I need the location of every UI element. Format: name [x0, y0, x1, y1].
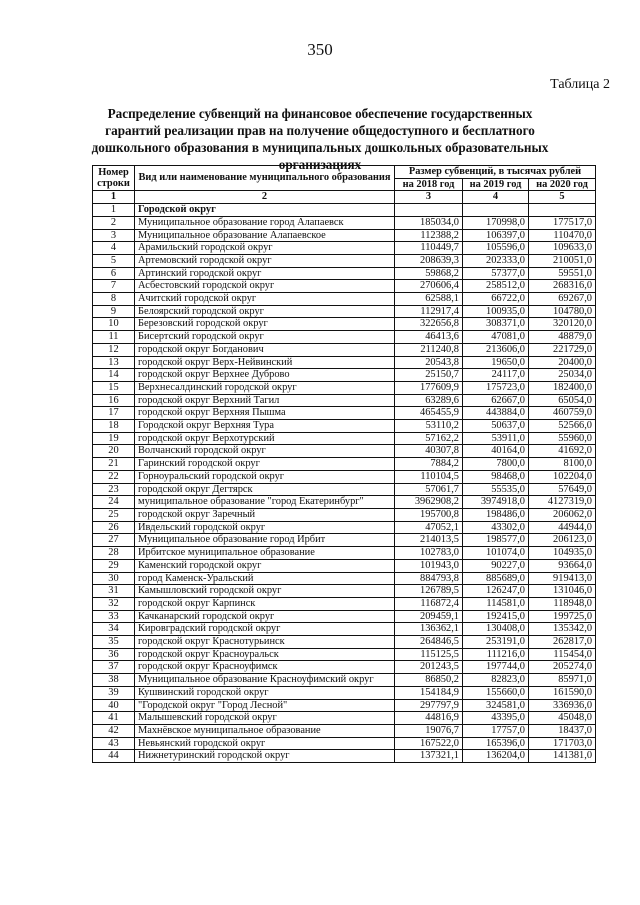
value-2019-cell: 55535,0 [463, 483, 529, 496]
value-2019-cell: 47081,0 [463, 331, 529, 344]
municipality-name-cell: "Городской округ "Город Лесной" [135, 699, 395, 712]
value-2018-cell: 3962908,2 [395, 496, 463, 509]
value-2019-cell: 114581,0 [463, 597, 529, 610]
value-2020-cell: 52566,0 [529, 420, 596, 433]
table-row [93, 216, 596, 229]
value-2020-cell: 262817,0 [529, 636, 596, 649]
value-2018-cell: 126789,5 [395, 585, 463, 598]
municipality-name-cell: городской округ Верх-Нейвинский [135, 356, 395, 369]
value-2018-cell: 297797,9 [395, 699, 463, 712]
value-2018-cell: 465455,9 [395, 407, 463, 420]
value-2018-cell: 112388,2 [395, 229, 463, 242]
value-2018-cell: 46413,6 [395, 331, 463, 344]
value-2019-cell: 175723,0 [463, 381, 529, 394]
municipality-name-cell: городской округ Дегтярск [135, 483, 395, 496]
header-row-number: Номер строки [93, 166, 135, 191]
value-2020-cell: 131046,0 [529, 585, 596, 598]
municipality-name-cell: Асбестовский городской округ [135, 280, 395, 293]
value-2018-cell: 322656,8 [395, 318, 463, 331]
value-2018-cell: 185034,0 [395, 216, 463, 229]
municipality-name-cell: Камышловский городской округ [135, 585, 395, 598]
table-row [93, 572, 596, 585]
value-2020-cell: 104780,0 [529, 305, 596, 318]
municipality-name-cell: городской округ Верхняя Пышма [135, 407, 395, 420]
table-row [93, 267, 596, 280]
value-2019-cell: 308371,0 [463, 318, 529, 331]
value-2019-cell: 106397,0 [463, 229, 529, 242]
header-amount: Размер субвенций, в тысячах рублей [395, 166, 596, 179]
value-2020-cell: 102204,0 [529, 470, 596, 483]
municipality-name-cell: Горноуральский городской округ [135, 470, 395, 483]
value-2018-cell: 137321,1 [395, 750, 463, 763]
municipality-name-cell: Махнёвское муниципальное образование [135, 724, 395, 737]
value-2018-cell: 112917,4 [395, 305, 463, 318]
municipality-name-cell: Муниципальное образование город Алапаевск [135, 216, 395, 229]
value-2020-cell: 171703,0 [529, 737, 596, 750]
municipality-name-cell: Городской округ [135, 204, 395, 217]
value-2018-cell: 47052,1 [395, 521, 463, 534]
value-2018-cell: 110449,7 [395, 242, 463, 255]
table-row [93, 521, 596, 534]
value-2019-cell: 105596,0 [463, 242, 529, 255]
municipality-name-cell: Качканарский городской округ [135, 610, 395, 623]
table-row [93, 737, 596, 750]
value-2018-cell: 167522,0 [395, 737, 463, 750]
value-2019-cell: 198486,0 [463, 508, 529, 521]
row-number-cell: 35 [93, 636, 135, 649]
municipality-name-cell: Кушвинский городской округ [135, 686, 395, 699]
municipality-name-cell: Нижнетуринский городской округ [135, 750, 395, 763]
table-row [93, 636, 596, 649]
value-2018-cell: 62588,1 [395, 293, 463, 306]
table-row [93, 356, 596, 369]
table-row [93, 674, 596, 687]
value-2018-cell: 208639,3 [395, 254, 463, 267]
value-2019-cell: 126247,0 [463, 585, 529, 598]
table-row [93, 534, 596, 547]
row-number-cell: 1 [93, 204, 135, 217]
municipality-name-cell: Артинский городской округ [135, 267, 395, 280]
value-2019-cell: 324581,0 [463, 699, 529, 712]
municipality-name-cell: городской округ Верхний Тагил [135, 394, 395, 407]
value-2018-cell: 214013,5 [395, 534, 463, 547]
value-2019-cell: 43302,0 [463, 521, 529, 534]
municipality-name-cell: муниципальное образование "город Екатеринбург" [135, 496, 395, 509]
table-row [93, 610, 596, 623]
row-number-cell: 25 [93, 508, 135, 521]
row-number-cell: 20 [93, 445, 135, 458]
table-label: Таблица 2 [550, 77, 610, 92]
value-2019-cell: 111216,0 [463, 648, 529, 661]
row-number-cell: 30 [93, 572, 135, 585]
value-2020-cell: 85971,0 [529, 674, 596, 687]
municipality-name-cell: городской округ Краснотурьинск [135, 636, 395, 649]
value-2018-cell: 116872,4 [395, 597, 463, 610]
value-2019-cell [463, 204, 529, 217]
value-2020-cell: 118948,0 [529, 597, 596, 610]
header-year-2018: на 2018 год [395, 178, 463, 191]
value-2019-cell: 253191,0 [463, 636, 529, 649]
header-index-5: 5 [529, 191, 596, 204]
municipality-name-cell: городской округ Верхнее Дуброво [135, 369, 395, 382]
municipality-name-cell: Бисертский городской округ [135, 331, 395, 344]
row-number-cell: 36 [93, 648, 135, 661]
value-2018-cell: 57162,2 [395, 432, 463, 445]
row-number-cell: 10 [93, 318, 135, 331]
value-2018-cell: 53110,2 [395, 420, 463, 433]
value-2020-cell: 55960,0 [529, 432, 596, 445]
value-2020-cell: 65054,0 [529, 394, 596, 407]
value-2020-cell: 45048,0 [529, 712, 596, 725]
value-2019-cell: 90227,0 [463, 559, 529, 572]
table-row [93, 204, 596, 217]
municipality-name-cell: Муниципальное образование Красноуфимский округ [135, 674, 395, 687]
table-row [93, 508, 596, 521]
value-2020-cell: 44944,0 [529, 521, 596, 534]
table-row [93, 458, 596, 471]
value-2020-cell: 206123,0 [529, 534, 596, 547]
value-2020-cell: 20400,0 [529, 356, 596, 369]
value-2018-cell: 264846,5 [395, 636, 463, 649]
municipality-name-cell: Арамильский городской округ [135, 242, 395, 255]
table-row [93, 381, 596, 394]
municipality-name-cell: городской округ Карпинск [135, 597, 395, 610]
value-2018-cell: 19076,7 [395, 724, 463, 737]
value-2019-cell: 155660,0 [463, 686, 529, 699]
table-row [93, 470, 596, 483]
municipality-name-cell: Городской округ Верхняя Тура [135, 420, 395, 433]
row-number-cell: 26 [93, 521, 135, 534]
value-2020-cell: 59551,0 [529, 267, 596, 280]
row-number-cell: 21 [93, 458, 135, 471]
municipality-name-cell: Гаринский городской округ [135, 458, 395, 471]
row-number-cell: 3 [93, 229, 135, 242]
value-2018-cell: 20543,8 [395, 356, 463, 369]
municipality-name-cell: Кировградский городской округ [135, 623, 395, 636]
municipality-name-cell: городской округ Богданович [135, 343, 395, 356]
value-2020-cell: 25034,0 [529, 369, 596, 382]
header-index-4: 4 [463, 191, 529, 204]
municipality-name-cell: Ивдельский городской округ [135, 521, 395, 534]
table-row [93, 699, 596, 712]
table-row [93, 750, 596, 763]
row-number-cell: 5 [93, 254, 135, 267]
value-2019-cell: 136204,0 [463, 750, 529, 763]
row-number-cell: 27 [93, 534, 135, 547]
table-row [93, 394, 596, 407]
municipality-name-cell: Каменский городской округ [135, 559, 395, 572]
table-row [93, 648, 596, 661]
table-row [93, 686, 596, 699]
value-2019-cell: 50637,0 [463, 420, 529, 433]
table-row [93, 280, 596, 293]
value-2020-cell: 221729,0 [529, 343, 596, 356]
row-number-cell: 6 [93, 267, 135, 280]
header-index-1: 1 [93, 191, 135, 204]
row-number-cell: 2 [93, 216, 135, 229]
value-2020-cell [529, 204, 596, 217]
value-2019-cell: 40164,0 [463, 445, 529, 458]
row-number-cell: 22 [93, 470, 135, 483]
municipality-name-cell: Артемовский городской округ [135, 254, 395, 267]
value-2019-cell: 197744,0 [463, 661, 529, 674]
value-2019-cell: 82823,0 [463, 674, 529, 687]
table-row [93, 547, 596, 560]
value-2019-cell: 62667,0 [463, 394, 529, 407]
value-2018-cell: 136362,1 [395, 623, 463, 636]
value-2020-cell: 268316,0 [529, 280, 596, 293]
value-2018-cell: 86850,2 [395, 674, 463, 687]
subvention-table [92, 165, 596, 763]
value-2020-cell: 69267,0 [529, 293, 596, 306]
table-row [93, 407, 596, 420]
row-number-cell: 28 [93, 547, 135, 560]
municipality-name-cell: Ачитский городской округ [135, 293, 395, 306]
header-year-2020: на 2020 год [529, 178, 596, 191]
row-number-cell: 41 [93, 712, 135, 725]
value-2018-cell: 40307,8 [395, 445, 463, 458]
value-2020-cell: 48879,0 [529, 331, 596, 344]
value-2020-cell: 199725,0 [529, 610, 596, 623]
table-row [93, 293, 596, 306]
value-2020-cell: 115454,0 [529, 648, 596, 661]
municipality-name-cell: Верхнесалдинский городской округ [135, 381, 395, 394]
value-2020-cell: 4127319,0 [529, 496, 596, 509]
table-row [93, 559, 596, 572]
value-2018-cell: 201243,5 [395, 661, 463, 674]
municipality-name-cell: Волчанский городской округ [135, 445, 395, 458]
row-number-cell: 14 [93, 369, 135, 382]
value-2018-cell: 154184,9 [395, 686, 463, 699]
municipality-name-cell: городской округ Красноуральск [135, 648, 395, 661]
value-2018-cell: 44816,9 [395, 712, 463, 725]
value-2018-cell: 57061,7 [395, 483, 463, 496]
row-number-cell: 16 [93, 394, 135, 407]
value-2018-cell [395, 204, 463, 217]
value-2018-cell: 270606,4 [395, 280, 463, 293]
row-number-cell: 18 [93, 420, 135, 433]
row-number-cell: 4 [93, 242, 135, 255]
value-2020-cell: 320120,0 [529, 318, 596, 331]
value-2020-cell: 206062,0 [529, 508, 596, 521]
row-number-cell: 23 [93, 483, 135, 496]
table-row [93, 724, 596, 737]
table-row [93, 420, 596, 433]
table-row [93, 712, 596, 725]
row-number-cell: 13 [93, 356, 135, 369]
value-2019-cell: 19650,0 [463, 356, 529, 369]
value-2020-cell: 141381,0 [529, 750, 596, 763]
page-number: 350 [307, 40, 333, 59]
municipality-name-cell: городской округ Верхотурский [135, 432, 395, 445]
row-number-cell: 24 [93, 496, 135, 509]
table-row [93, 483, 596, 496]
row-number-cell: 9 [93, 305, 135, 318]
document-title: Распределение субвенций на финансовое обеспечение государственных гарантий реализации прав на получение общедоступного и бесплатного дошкольного образования в муниципальных дошкольных образовательных организациях [91, 106, 549, 172]
table-row [93, 318, 596, 331]
row-number-cell: 32 [93, 597, 135, 610]
table-row [93, 343, 596, 356]
value-2019-cell: 165396,0 [463, 737, 529, 750]
table-row [93, 445, 596, 458]
municipality-name-cell: город Каменск-Уральский [135, 572, 395, 585]
value-2018-cell: 195700,8 [395, 508, 463, 521]
value-2018-cell: 177609,9 [395, 381, 463, 394]
row-number-cell: 7 [93, 280, 135, 293]
row-number-cell: 12 [93, 343, 135, 356]
value-2019-cell: 57377,0 [463, 267, 529, 280]
row-number-cell: 11 [93, 331, 135, 344]
value-2018-cell: 7884,2 [395, 458, 463, 471]
municipality-name-cell: Малышевский городской округ [135, 712, 395, 725]
value-2018-cell: 211240,8 [395, 343, 463, 356]
value-2020-cell: 460759,0 [529, 407, 596, 420]
table-row [93, 597, 596, 610]
municipality-name-cell: Муниципальное образование Алапаевское [135, 229, 395, 242]
value-2019-cell: 43395,0 [463, 712, 529, 725]
value-2019-cell: 101074,0 [463, 547, 529, 560]
value-2019-cell: 258512,0 [463, 280, 529, 293]
row-number-cell: 19 [93, 432, 135, 445]
row-number-cell: 31 [93, 585, 135, 598]
table-row [93, 229, 596, 242]
row-number-cell: 33 [93, 610, 135, 623]
value-2020-cell: 8100,0 [529, 458, 596, 471]
table-row [93, 242, 596, 255]
value-2020-cell: 93664,0 [529, 559, 596, 572]
value-2019-cell: 443884,0 [463, 407, 529, 420]
table-row [93, 254, 596, 267]
value-2019-cell: 885689,0 [463, 572, 529, 585]
value-2018-cell: 25150,7 [395, 369, 463, 382]
value-2019-cell: 192415,0 [463, 610, 529, 623]
row-number-cell: 44 [93, 750, 135, 763]
value-2019-cell: 3974918,0 [463, 496, 529, 509]
table-row [93, 661, 596, 674]
value-2019-cell: 170998,0 [463, 216, 529, 229]
value-2020-cell: 104935,0 [529, 547, 596, 560]
row-number-cell: 34 [93, 623, 135, 636]
table-row [93, 496, 596, 509]
header-year-2019: на 2019 год [463, 178, 529, 191]
row-number-cell: 15 [93, 381, 135, 394]
value-2020-cell: 182400,0 [529, 381, 596, 394]
municipality-name-cell: городской округ Красноуфимск [135, 661, 395, 674]
value-2018-cell: 110104,5 [395, 470, 463, 483]
value-2019-cell: 7800,0 [463, 458, 529, 471]
table-row [93, 432, 596, 445]
value-2019-cell: 66722,0 [463, 293, 529, 306]
value-2020-cell: 18437,0 [529, 724, 596, 737]
value-2019-cell: 213606,0 [463, 343, 529, 356]
value-2019-cell: 130408,0 [463, 623, 529, 636]
municipality-name-cell: Невьянский городской округ [135, 737, 395, 750]
header-index-2: 2 [135, 191, 395, 204]
value-2020-cell: 41692,0 [529, 445, 596, 458]
value-2020-cell: 177517,0 [529, 216, 596, 229]
municipality-name-cell: Белоярский городской округ [135, 305, 395, 318]
value-2020-cell: 135342,0 [529, 623, 596, 636]
table-row [93, 331, 596, 344]
value-2018-cell: 63289,6 [395, 394, 463, 407]
value-2019-cell: 24117,0 [463, 369, 529, 382]
value-2019-cell: 100935,0 [463, 305, 529, 318]
value-2018-cell: 102783,0 [395, 547, 463, 560]
value-2019-cell: 198577,0 [463, 534, 529, 547]
municipality-name-cell: городской округ Заречный [135, 508, 395, 521]
row-number-cell: 43 [93, 737, 135, 750]
row-number-cell: 37 [93, 661, 135, 674]
value-2020-cell: 109633,0 [529, 242, 596, 255]
value-2019-cell: 98468,0 [463, 470, 529, 483]
value-2020-cell: 205274,0 [529, 661, 596, 674]
value-2020-cell: 110470,0 [529, 229, 596, 242]
header-index-3: 3 [395, 191, 463, 204]
value-2020-cell: 210051,0 [529, 254, 596, 267]
value-2020-cell: 336936,0 [529, 699, 596, 712]
value-2019-cell: 53911,0 [463, 432, 529, 445]
header-name: Вид или наименование муниципального образования [135, 166, 395, 191]
table-row [93, 369, 596, 382]
value-2018-cell: 884793,8 [395, 572, 463, 585]
value-2020-cell: 161590,0 [529, 686, 596, 699]
row-number-cell: 42 [93, 724, 135, 737]
row-number-cell: 17 [93, 407, 135, 420]
row-number-cell: 39 [93, 686, 135, 699]
row-number-cell: 29 [93, 559, 135, 572]
value-2018-cell: 115125,5 [395, 648, 463, 661]
table-body [93, 204, 596, 763]
table-row [93, 305, 596, 318]
table-row [93, 623, 596, 636]
municipality-name-cell: Ирбитское муниципальное образование [135, 547, 395, 560]
value-2018-cell: 209459,1 [395, 610, 463, 623]
municipality-name-cell: Муниципальное образование город Ирбит [135, 534, 395, 547]
row-number-cell: 8 [93, 293, 135, 306]
table-row [93, 585, 596, 598]
row-number-cell: 40 [93, 699, 135, 712]
value-2019-cell: 17757,0 [463, 724, 529, 737]
municipality-name-cell: Березовский городской округ [135, 318, 395, 331]
value-2018-cell: 101943,0 [395, 559, 463, 572]
value-2020-cell: 919413,0 [529, 572, 596, 585]
value-2019-cell: 202333,0 [463, 254, 529, 267]
row-number-cell: 38 [93, 674, 135, 687]
value-2018-cell: 59868,2 [395, 267, 463, 280]
value-2020-cell: 57649,0 [529, 483, 596, 496]
